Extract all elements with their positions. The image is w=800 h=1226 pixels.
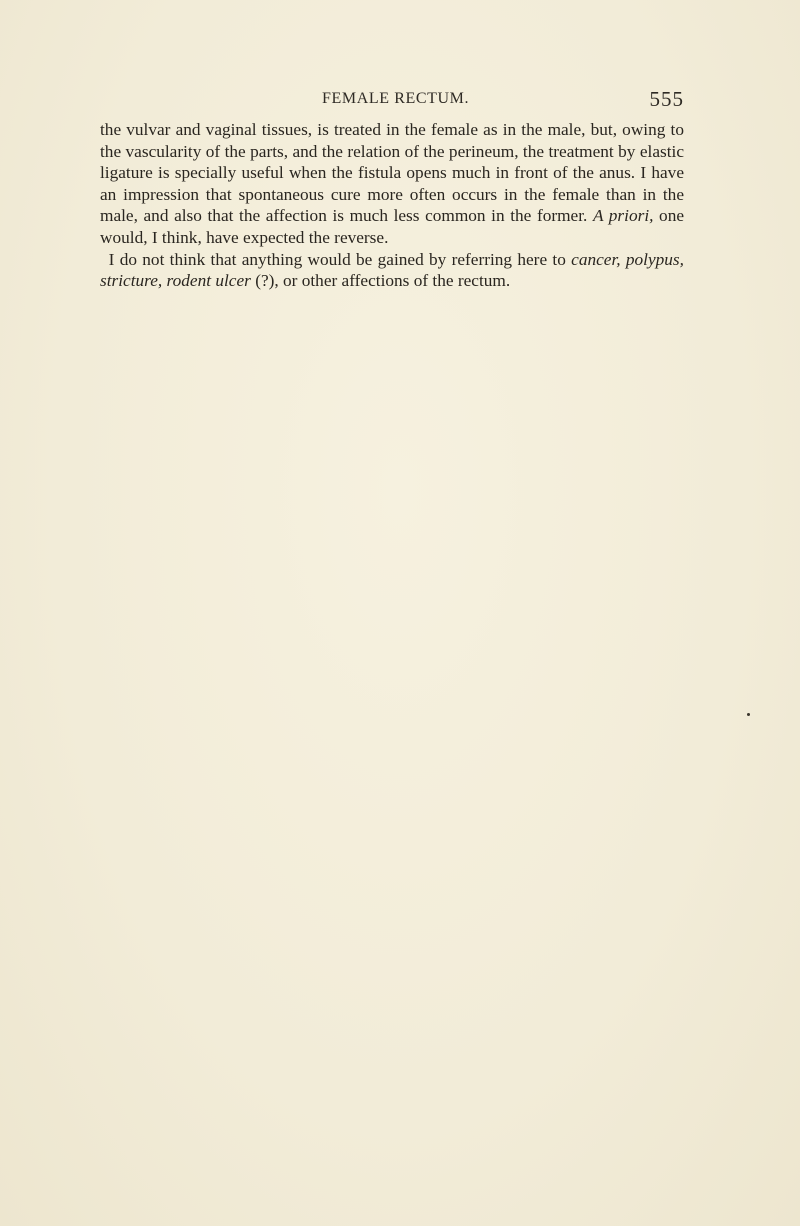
paragraph-1 [100, 119, 684, 249]
paragraph-1-text-a: the vulvar and vaginal tissues, is treated in the female as in the male, but, owing to the vascularity of the parts, and the relation of the perineum, the treatment by elastic ligature is specially useful when the fistula opens much in front of the anus. I have an impression that spontaneous cure more often occurs in the female than in the male, and also that the affection is much less common in the former. [100, 120, 684, 226]
paragraph-2-text-b: (?), or other affections of the rectum. [250, 271, 511, 291]
running-title: FEMALE RECTUM. [322, 90, 470, 107]
paragraph-2-text-a: I do not think that anything would be gained by referring here to [108, 249, 572, 269]
paragraph-2-italic: cancer, polypus, stricture, rodent ulcer [100, 249, 684, 291]
paragraph-1-italic: A priori, [592, 206, 654, 226]
body-text [100, 119, 684, 292]
running-head [100, 87, 684, 112]
paper-speck [747, 713, 750, 716]
page-number: 555 [649, 87, 684, 111]
paragraph-1-text-b: one would, I think, have expected the reverse. [100, 206, 685, 247]
paragraph-2 [100, 249, 684, 292]
